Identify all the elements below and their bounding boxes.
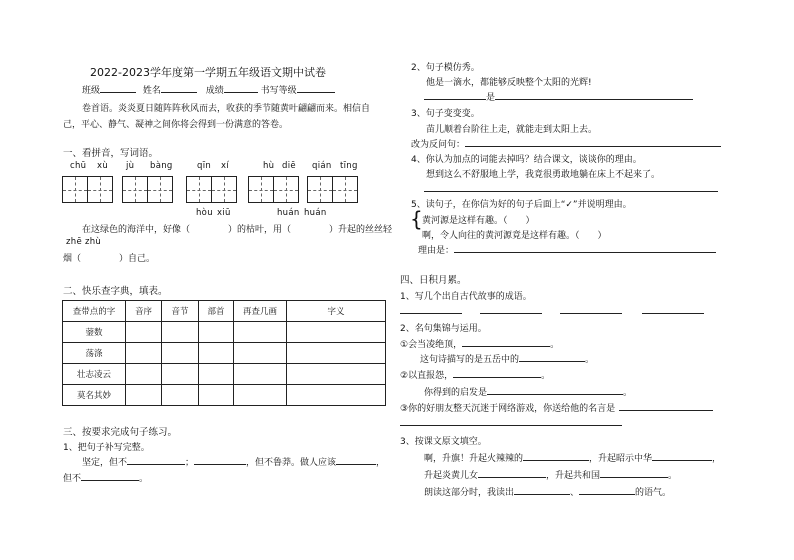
pinyin: huán	[304, 208, 327, 218]
column-header: 再查几画	[234, 301, 287, 322]
name-label: 姓名	[142, 86, 161, 96]
table-row	[63, 385, 386, 406]
row-word: 蓥数	[63, 322, 126, 343]
question-3-1: 1、把句子补写完整。	[63, 443, 150, 453]
section-3-heading: 三、按要求完成句子练习。	[63, 427, 178, 438]
class-field[interactable]	[100, 83, 136, 93]
rhetorical-question-line: 改为反问句：	[411, 137, 721, 150]
brace: {	[410, 207, 423, 231]
section-4-heading: 四、日积月累。	[400, 275, 467, 286]
writing-grid-3[interactable]	[186, 176, 236, 203]
pinyin: hù	[263, 161, 275, 171]
quote-c-line: ③你的好朋友整天沉迷于网络游戏，你送给他的名言是	[400, 401, 713, 414]
page-title: 2022-2023学年度第一学期五年级语文期中试卷	[90, 66, 326, 79]
pinyin: xù	[97, 161, 109, 171]
question-4-2: 2、名句集锦与运用。	[400, 324, 487, 334]
question-3-3: 3、句子变变变。	[411, 109, 480, 119]
complete-sentence-line-2: 但不 。	[63, 471, 148, 484]
option-sentence-2: 啊，令人向往的黄河源竟是这样有趣。（ ）	[422, 231, 607, 241]
writing-grid-4[interactable]	[248, 176, 298, 203]
pinyin: zhē zhù	[66, 237, 102, 247]
pinyin: diē	[282, 161, 296, 171]
section-2-heading: 二、快乐查字典，填表。	[63, 286, 168, 297]
table-header-row	[63, 301, 386, 322]
pinyin: xí	[221, 161, 229, 171]
row-word: 莫名其妙	[63, 385, 126, 406]
pinyin: huán	[277, 208, 300, 218]
pinyin: tīng	[340, 161, 358, 171]
row-word: 壮志凌云	[63, 364, 126, 385]
dictionary-table	[62, 300, 386, 406]
quote-a-line: ①会当凌绝顶， 。	[400, 337, 559, 350]
option-sentence-1: 黄河源是这样有趣。（ ）	[422, 216, 535, 226]
row-word: 荡涤	[63, 343, 126, 364]
original-sentence: 苗儿顺着台阶往上走，就能走到太阳上去。	[426, 125, 598, 135]
intro-line-2: 己，平心、静气、凝神之间你将会得到一份满意的答卷。	[63, 120, 289, 130]
model-sentence: 他是一滴水，都能够反映整个太阳的光辉!	[426, 78, 592, 88]
question-3-4: 4、你认为加点的词能去掉吗？结合课文，谈谈你的理由。	[411, 155, 642, 165]
idiom-line[interactable]	[560, 313, 622, 314]
idiom-line[interactable]	[480, 313, 542, 314]
writing-grid-5[interactable]	[307, 176, 357, 203]
question-4-1: 1、写几个出自古代故事的成语。	[400, 292, 532, 302]
quote-b-line: ②以直报怨， 。	[400, 368, 550, 381]
column-header: 字义	[287, 301, 386, 322]
pinyin: hòu	[196, 208, 213, 218]
student-info-row	[82, 83, 335, 96]
answer-line[interactable]	[400, 425, 622, 426]
class-label: 班级	[82, 86, 101, 96]
pinyin: jù	[126, 161, 135, 171]
column-header: 音节	[162, 301, 199, 322]
table-row	[63, 343, 386, 364]
quote-b-question: 你得到的启发是 。	[424, 385, 632, 398]
column-header: 部首	[199, 301, 234, 322]
intro-line-1: 卷首语。炎炎夏日随阵阵秋风而去，收获的季节随黄叶翩翩而来。相信自	[82, 104, 371, 114]
writing-grade-field[interactable]	[297, 83, 335, 93]
fill-sentence-1: 在这绿色的海洋中，好像（ ）的枯叶，用（ ）升起的丝丝轻	[82, 225, 393, 235]
name-field[interactable]	[161, 83, 197, 93]
table-row	[63, 322, 386, 343]
writing-grade-label: 书写等级	[260, 86, 297, 96]
idiom-line[interactable]	[642, 313, 704, 314]
pinyin: bàng	[150, 161, 173, 171]
question-3-2: 2、句子模仿秀。	[411, 63, 480, 73]
section-1-heading: 一、看拼音，写词语。	[63, 148, 159, 159]
writing-grid-2[interactable]	[122, 176, 172, 203]
question-3-5: 5、读句子，在你信为好的句子后面上“✓”并说明理由。	[411, 200, 632, 210]
idiom-line[interactable]	[400, 313, 462, 314]
score-label: 成绩	[205, 86, 224, 96]
answer-line[interactable]	[424, 191, 718, 192]
question-4-3: 3、按课文原文填空。	[400, 437, 487, 447]
complete-sentence-line-1: 坚定，但不 ； ，但不鲁莽。做人应该 ，	[82, 455, 385, 468]
column-header: 查带点的字	[63, 301, 126, 322]
recite-line-1: 啊，升旗！升起火辣辣的 ，升起昭示中华 ，	[424, 451, 721, 464]
recite-line-2: 升起炎黄儿女 ，升起共和国 。	[424, 468, 677, 481]
pinyin: qīn	[197, 161, 212, 171]
reason-line: 理由是：	[418, 243, 716, 256]
writing-grid-1[interactable]	[62, 176, 112, 203]
recite-line-3: 朗读这部分时，我读出 、 的语气。	[424, 485, 671, 498]
pinyin: chū	[70, 161, 87, 171]
table-row	[63, 364, 386, 385]
fill-sentence-2: 烟（ ）自己。	[63, 254, 156, 264]
pinyin: xiū	[217, 208, 231, 218]
imitation-line: 是	[424, 90, 693, 103]
quote-a-question: 这句诗描写的是五岳中的 。	[420, 352, 594, 365]
dotted-word-sentence: 想到这么不舒服地上学，我竟很勇敢地躺在床上不起来了。	[426, 170, 661, 180]
score-field[interactable]	[224, 83, 258, 93]
pinyin: qián	[312, 161, 332, 171]
column-header: 音序	[126, 301, 162, 322]
